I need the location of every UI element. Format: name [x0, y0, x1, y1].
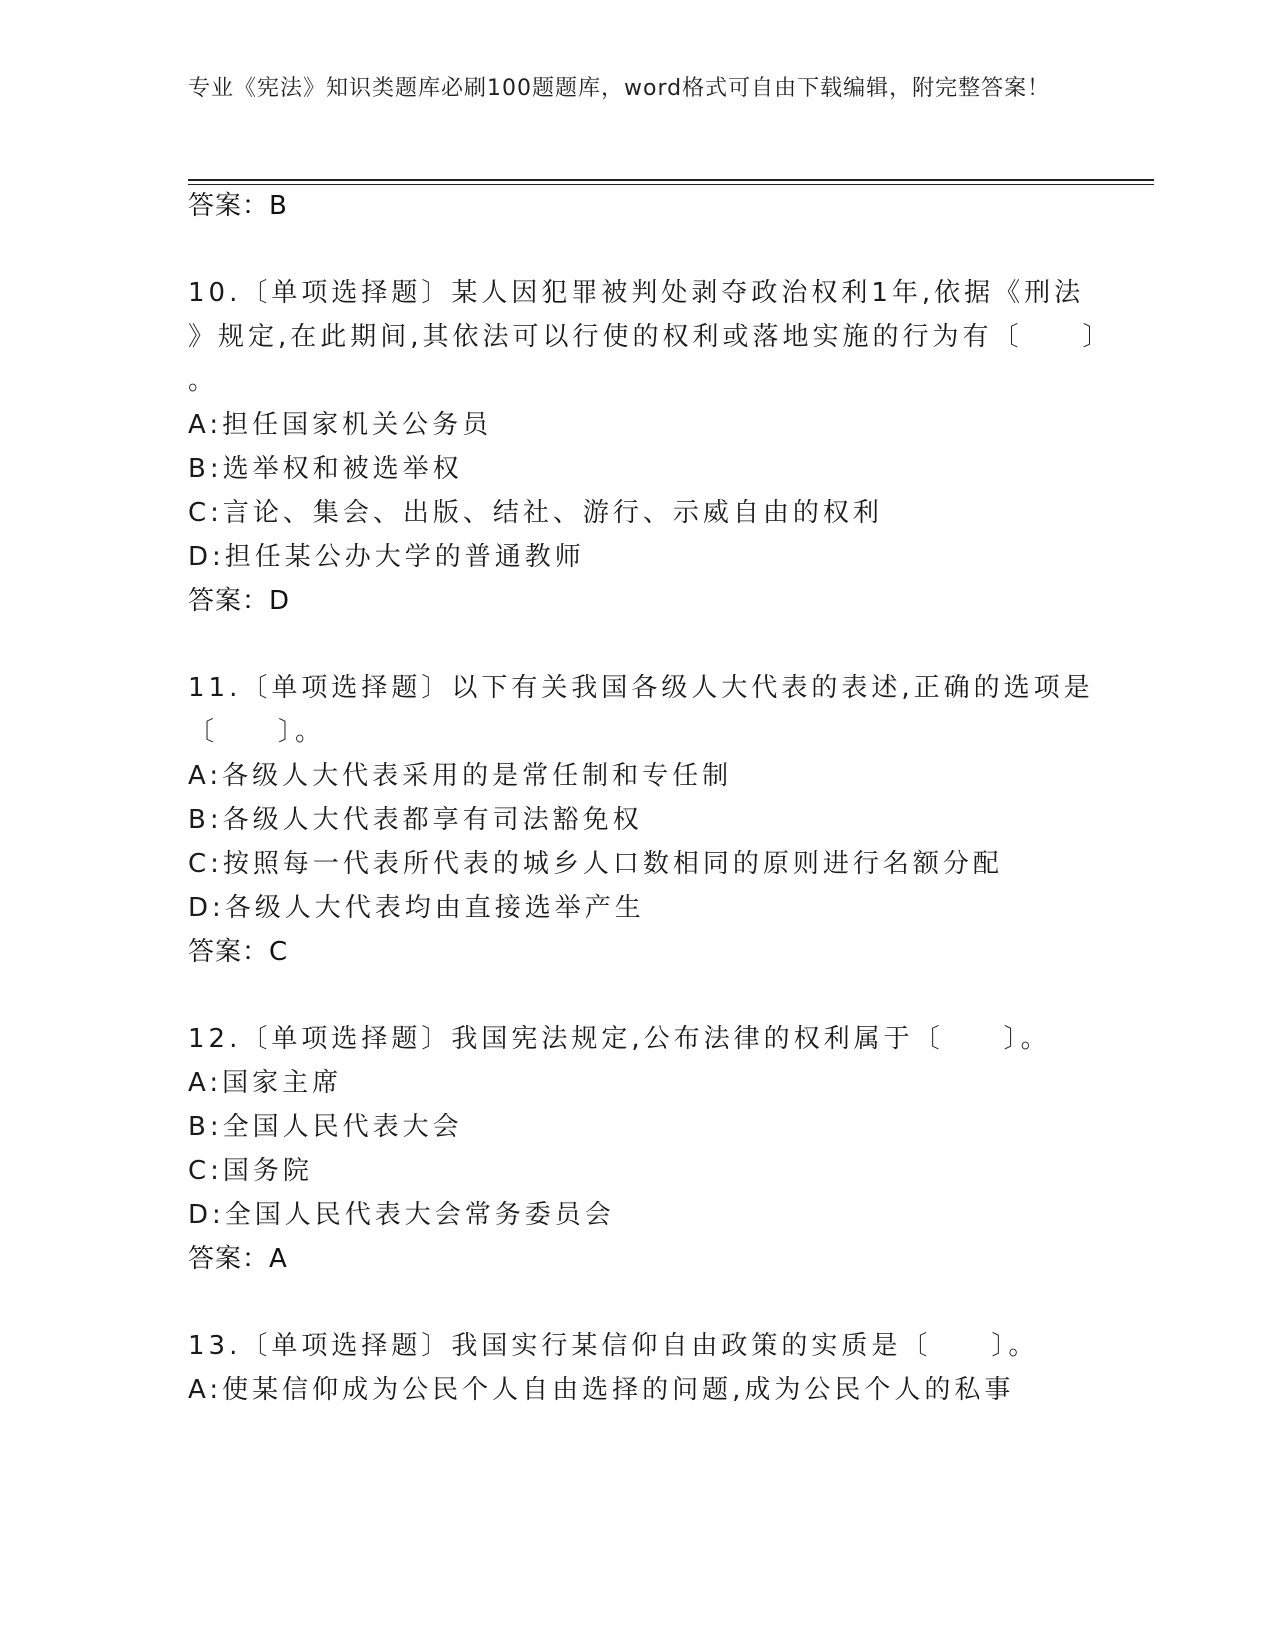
question-10-stem-line-1: 10.〔单项选择题〕某人因犯罪被判处剥夺政治权利1年,依据《刑法 [188, 278, 1085, 308]
question-10-option-a: A:担任国家机关公务员 [188, 410, 493, 440]
header-divider-thin [188, 184, 1154, 185]
question-11-stem-line-1: 11.〔单项选择题〕以下有关我国各级人大代表的表述,正确的选项是 [188, 673, 1094, 703]
question-10-stem-line-2: 》规定,在此期间,其依法可以行使的权利或落地实施的行为有〔 〕 [188, 322, 1113, 352]
question-12-option-a: A:国家主席 [188, 1068, 343, 1098]
question-12-stem-line-1: 12.〔单项选择题〕我国宪法规定,公布法律的权利属于〔 〕。 [188, 1024, 1051, 1054]
question-10-option-b: B:选举权和被选举权 [188, 454, 463, 484]
question-13-stem-line-1: 13.〔单项选择题〕我国实行某信仰自由政策的实质是〔 〕。 [188, 1331, 1039, 1361]
question-12-option-d: D:全国人民代表大会常务委员会 [188, 1200, 615, 1230]
question-11-option-d: D:各级人大代表均由直接选举产生 [188, 893, 645, 923]
question-12-option-b: B:全国人民代表大会 [188, 1112, 463, 1142]
answer-q11: 答案：C [188, 937, 289, 967]
question-11-stem-line-2: 〔 〕。 [188, 717, 326, 747]
answer-q10: 答案：D [188, 586, 291, 616]
question-10-stem-line-3: 。 [188, 366, 219, 396]
answer-q12: 答案：A [188, 1244, 288, 1274]
document-header: 专业《宪法》知识类题库必刷100题题库，word格式可自由下载编辑，附完整答案！ [188, 76, 1051, 101]
question-11-option-a: A:各级人大代表采用的是常任制和专任制 [188, 761, 733, 791]
question-13-option-a: A:使某信仰成为公民个人自由选择的问题,成为公民个人的私事 [188, 1375, 1015, 1405]
question-12-option-c: C:国务院 [188, 1156, 313, 1186]
question-10-option-d: D:担任某公办大学的普通教师 [188, 542, 585, 572]
question-11-option-c: C:按照每一代表所代表的城乡人口数相同的原则进行名额分配 [188, 849, 1003, 879]
question-11-option-b: B:各级人大代表都享有司法豁免权 [188, 805, 643, 835]
answer-q9: 答案：B [188, 191, 288, 221]
question-10-option-c: C:言论、集会、出版、结社、游行、示威自由的权利 [188, 498, 883, 528]
header-divider-thick [188, 179, 1154, 181]
